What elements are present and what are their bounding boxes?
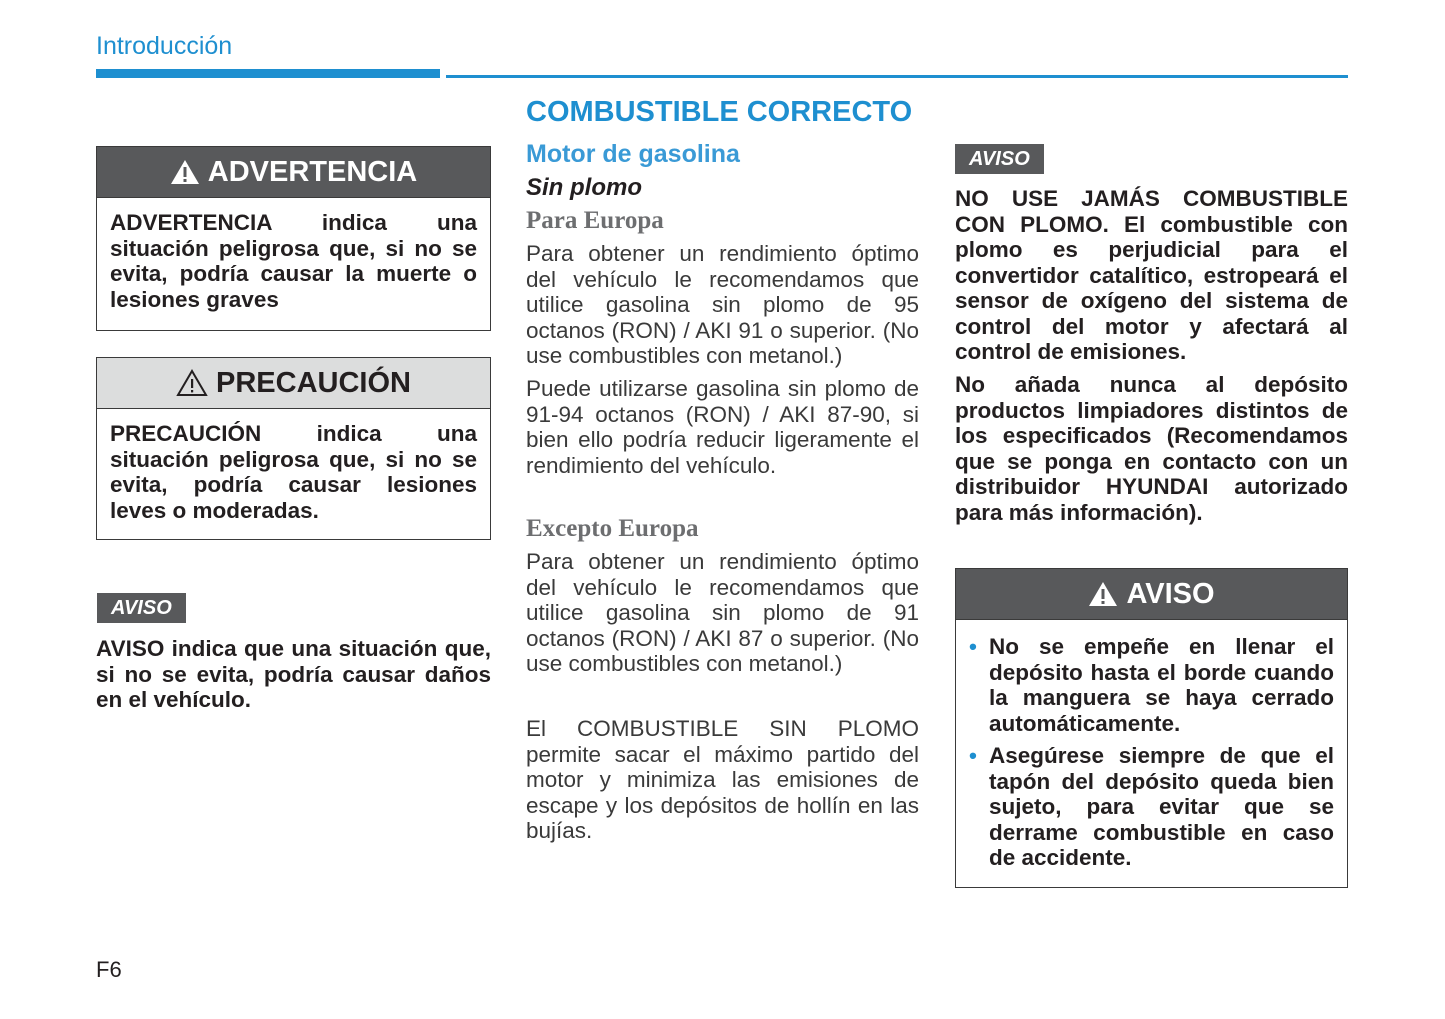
europe-paragraph-2: Puede utilizarse gasolina sin plomo de 91-94 octanos (RON) / AKI 87-90, si bien ello podría reducir ligeramente el rendimiento del vehículo. [526,376,919,478]
page-title: COMBUSTIBLE CORRECTO [526,96,913,128]
heading-europe: Para Europa [526,207,664,234]
bullet-icon: • [969,743,977,768]
list-item-text: Asegúrese siempre de que el tapón del depósito queda bien sujeto, para evitar que se derrame combustible en caso de accidente. [989,743,1334,870]
non-europe-paragraph: Para obtener un rendimiento óptimo del vehículo le recomendamos que utilice gasolina sin plomo de 91 octanos (RON) / AKI 87 o superior. (No use combustibles con metanol.) [526,549,919,676]
warning-box [96,146,491,331]
notice-tag-right: AVISO [955,144,1044,174]
warning-box-header [97,147,490,198]
notice-paragraph-1: NO USE JAMÁS COMBUSTIBLE CON PLOMO. El combustible con plomo es perjudicial para el convertidor catalítico, estropeará el sensor de oxígeno del sistema de control del motor y afectará al control de emisiones. [955,186,1348,364]
warning-triangle-icon [1088,581,1118,607]
header-rule-thick [96,69,440,78]
aviso-box-header [956,569,1347,620]
warning-box-body: ADVERTENCIA indica una situación peligrosa que, si no se evita, podría causar la muerte o lesiones graves [110,210,477,312]
warning-triangle-icon [170,159,200,185]
section-title: Introducción [96,32,233,60]
header-rule-thin [446,75,1348,78]
notice-tag-left: AVISO [97,593,186,623]
list-item [969,634,1334,736]
aviso-box-body [956,620,1347,892]
subtitle-gasoline: Motor de gasolina [526,140,740,168]
heading-non-europe: Excepto Europa [526,515,699,542]
list-item-text: No se empeñe en llenar el depósito hasta el borde cuando la manguera se haya cerrado automáticamente. [989,634,1334,736]
caution-box-title: PRECAUCIÓN [216,366,411,399]
caution-box-body: PRECAUCIÓN indica una situación peligrosa que, si no se evita, podría causar lesiones leves o moderadas. [110,421,477,523]
subtitle-unleaded: Sin plomo [526,174,642,201]
caution-triangle-icon [176,369,208,397]
notice-paragraph-2: No añada nunca al depósito productos limpiadores distintos de los especificados (Recomendamos que se ponga en contacto con un distribuidor HYUNDAI autorizado para más información). [955,372,1348,525]
page-number: F6 [96,957,122,982]
notice-text-left: AVISO indica que una situación que, si no se evita, podría causar daños en el vehículo. [96,636,491,712]
caution-box [96,357,491,540]
caution-box-header [97,358,490,409]
unleaded-paragraph: El COMBUSTIBLE SIN PLOMO permite sacar el máximo partido del motor y minimiza las emisiones de escape y los depósitos de hollín en las bujías. [526,716,919,843]
bullet-icon: • [969,634,977,659]
warning-box-title: ADVERTENCIA [207,155,418,188]
aviso-box-title: AVISO [1126,577,1215,610]
list-item [969,743,1334,871]
europe-paragraph-1: Para obtener un rendimiento óptimo del vehículo le recomendamos que utilice gasolina sin plomo de 95 octanos (RON) / AKI 91 o superior. (No use combustibles con metanol.) [526,241,919,368]
aviso-box [955,568,1348,888]
aviso-bullet-list [969,634,1334,871]
